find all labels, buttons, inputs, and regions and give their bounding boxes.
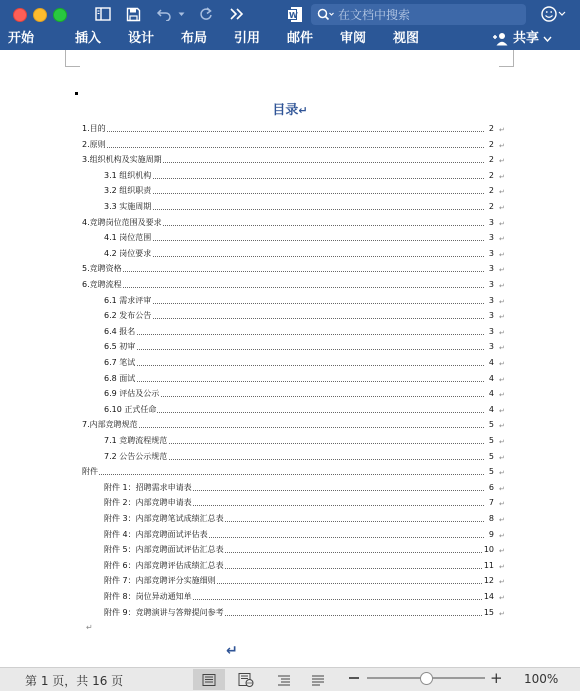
toc-leader-dots <box>82 271 484 272</box>
tab-view[interactable]: 视图 <box>393 31 420 46</box>
toc-leader-dots <box>104 318 484 319</box>
paragraph-mark: ↵ <box>499 141 505 150</box>
toc-leader-dots <box>104 240 484 241</box>
paragraph-mark: ↵ <box>499 282 505 290</box>
toc-entry[interactable] <box>0 357 580 373</box>
toc-leader-dots <box>104 303 484 304</box>
undo-dropdown-icon[interactable] <box>177 5 185 23</box>
toc-entry[interactable] <box>0 154 580 170</box>
paragraph-mark: ↵ <box>499 204 505 212</box>
toc-entry[interactable] <box>0 591 580 607</box>
tab-layout[interactable]: 布局 <box>181 31 208 46</box>
web-layout-icon <box>238 673 254 687</box>
toc-entry[interactable] <box>0 466 580 482</box>
toc-entry-label: 5.竞聘资格 <box>82 264 122 274</box>
paragraph-mark: ↵ <box>499 157 505 166</box>
toc-entry-label: 附件 8：岗位异动通知单 <box>104 592 192 601</box>
sidebar-toggle-icon[interactable] <box>94 5 112 23</box>
toc-entry-page: 5 <box>488 467 494 477</box>
web-layout-view-button[interactable] <box>236 671 256 688</box>
toc-entry-page: 4 <box>488 404 494 414</box>
paragraph-mark: ↵ <box>499 344 505 353</box>
status-bar <box>0 667 580 691</box>
toc-entry-label: 2.原则 <box>82 139 106 149</box>
redo-icon[interactable] <box>197 5 215 23</box>
toc-entry-label: 6.7 笔试 <box>104 358 136 367</box>
toc-entry-page: 2 <box>488 186 494 196</box>
toc-entry[interactable] <box>0 248 580 264</box>
toc-entry-label: 6.1 需求评审 <box>104 295 152 305</box>
toc-entry[interactable] <box>0 529 580 545</box>
paragraph-mark: ↵ <box>499 562 505 571</box>
toc-entry-label: 3.1 组织机构 <box>104 170 152 180</box>
toc-entry-label: 7.内部竞聘规范 <box>82 420 138 430</box>
toc-entry-page: 7 <box>488 498 494 508</box>
zoom-window-button[interactable] <box>53 8 67 22</box>
toc-leader-dots <box>104 193 484 194</box>
zoom-in-button[interactable]: + <box>490 669 503 687</box>
paragraph-mark-bullet <box>75 92 78 95</box>
toc-leader-dots <box>104 349 484 350</box>
tab-mailings[interactable]: 邮件 <box>287 31 314 46</box>
zoom-slider[interactable] <box>367 677 485 679</box>
toc-leader-dots <box>104 209 484 210</box>
toc-entry-label: 3.3 实施周期 <box>104 202 152 211</box>
toc-entry-label: 6.5 初审 <box>104 342 136 352</box>
toc-entry-label: 附件 5：内部竞聘面试评估汇总表 <box>104 545 224 555</box>
outline-view-button[interactable] <box>274 671 294 688</box>
toc-entry-page: 2 <box>488 124 494 133</box>
toc-entry[interactable] <box>0 607 580 623</box>
paragraph-mark: ↵ <box>499 594 505 602</box>
toc-leader-dots <box>82 287 484 288</box>
search-icon <box>317 8 334 21</box>
more-commands-icon[interactable] <box>228 5 246 23</box>
toc-title: 目录↵ <box>272 103 308 118</box>
toc-entry[interactable] <box>0 170 580 186</box>
paragraph-mark: ↵ <box>499 406 505 415</box>
toc-entry[interactable] <box>0 435 580 451</box>
share-label: 共享 <box>513 31 540 46</box>
paragraph-mark: ↵ <box>499 375 505 384</box>
chevron-down-icon <box>543 36 552 42</box>
toc-entry-label: 附件 4：内部竞聘面试评估表 <box>104 529 208 539</box>
toc-entry-page: 3 <box>488 342 494 352</box>
toc-entry[interactable] <box>0 497 580 513</box>
toc-entry[interactable] <box>0 341 580 357</box>
paragraph-mark: ↵ <box>499 609 505 618</box>
print-layout-icon <box>202 674 216 686</box>
toc-entry-label: 附件 7：内部竞聘评分实施细则 <box>104 576 216 586</box>
paragraph-mark: ↵ <box>499 469 505 478</box>
toc-leader-dots <box>82 147 484 148</box>
title-bar <box>0 0 580 29</box>
document-page[interactable] <box>0 50 580 667</box>
paragraph-mark: ↵ <box>499 500 505 509</box>
toc-entry[interactable] <box>0 123 580 139</box>
toc-entry[interactable] <box>0 185 580 201</box>
toc-entry-page: 5 <box>488 420 494 430</box>
toc-entry[interactable] <box>0 263 580 279</box>
search-input[interactable] <box>311 4 526 25</box>
toc-entry[interactable] <box>0 201 580 217</box>
paragraph-mark: ↵ <box>499 328 505 337</box>
paragraph-mark: ↵ <box>499 391 505 400</box>
toc-entry-page: 3 <box>488 280 494 289</box>
toc-entry-label: 6.2 发布公告 <box>104 311 152 321</box>
toc-entry-label: 附件 2：内部竞聘申请表 <box>104 498 192 508</box>
toc-entry-label: 4.2 岗位要求 <box>104 248 152 258</box>
add-person-icon <box>492 32 510 46</box>
toc-entry-page: 8 <box>488 514 494 523</box>
toc-entry-label: 附件 6：内部竞聘评估成绩汇总表 <box>104 560 224 570</box>
toc-entry[interactable] <box>0 373 580 389</box>
toc-entry[interactable] <box>0 139 580 155</box>
toc-entry-label: 1.目的 <box>82 124 106 133</box>
paragraph-mark: ↵ <box>499 126 505 134</box>
toc-entry-page: 6 <box>488 482 494 492</box>
draft-view-button[interactable] <box>308 671 328 688</box>
toc-entry[interactable] <box>0 482 580 498</box>
toc-entry-page: 9 <box>488 529 494 539</box>
feedback-smiley-icon[interactable] <box>540 5 568 23</box>
toc-entry[interactable] <box>0 419 580 435</box>
toc-entry-label: 附件 1：招聘需求申请表 <box>104 482 192 492</box>
close-window-button[interactable] <box>13 8 27 22</box>
toc-entry-page: 3 <box>488 326 494 336</box>
toc-entry[interactable] <box>0 575 580 591</box>
margin-corner-mark <box>499 50 514 67</box>
undo-icon[interactable] <box>154 5 174 23</box>
toc-entry-label: 6.9 评估及公示 <box>104 389 160 399</box>
toc-entry-label: 4.1 岗位范围 <box>104 233 152 243</box>
toc-entry[interactable] <box>0 279 580 295</box>
toc-entry-page: 2 <box>488 139 494 149</box>
page-count[interactable]: 第 1 页，共 16 页 <box>25 674 124 688</box>
toc-entry-page: 4 <box>488 358 494 367</box>
save-icon[interactable] <box>124 5 142 23</box>
toc-entry-label: 6.竞聘流程 <box>82 280 122 289</box>
toc-entry-page: 3 <box>488 264 494 274</box>
toc-entry-label: 附件 3：内部竞聘笔试成绩汇总表 <box>104 514 224 523</box>
toc-entry-page: 5 <box>488 451 494 461</box>
toc-entry-page: 11 <box>483 560 494 570</box>
paragraph-mark: ↵ <box>499 547 505 556</box>
zoom-level[interactable]: 100% <box>524 672 559 686</box>
toc-entry-page: 3 <box>488 233 494 243</box>
toc-entry-label: 7.1 竞聘流程规范 <box>104 436 168 445</box>
toc-entry[interactable] <box>0 310 580 326</box>
paragraph-mark: ↵ <box>298 104 308 117</box>
toc-entry-page: 2 <box>488 170 494 180</box>
paragraph-mark: ↵ <box>499 360 505 368</box>
toc-leader-dots <box>104 334 484 335</box>
paragraph-mark: ↵ <box>499 235 505 244</box>
toc-entry-page: 3 <box>488 295 494 305</box>
toc-leader-dots <box>104 396 484 397</box>
tab-design[interactable]: 设计 <box>128 31 155 46</box>
paragraph-mark: ↵ <box>499 313 505 322</box>
toc-entry-page: 3 <box>488 217 494 227</box>
toc-entry[interactable] <box>0 232 580 248</box>
toc-entry[interactable] <box>0 560 580 576</box>
toc-leader-dots <box>104 365 484 366</box>
minimize-window-button[interactable] <box>33 8 47 22</box>
paragraph-mark: ↵ <box>499 531 505 540</box>
toc-entry[interactable] <box>0 295 580 311</box>
tab-insert[interactable]: 插入 <box>75 31 102 46</box>
svg-text:W: W <box>289 10 298 20</box>
zoom-out-button[interactable] <box>349 677 359 679</box>
share-button[interactable] <box>492 30 552 48</box>
toc-entry-page: 3 <box>488 311 494 321</box>
tab-home[interactable]: 开始 <box>8 31 35 46</box>
toc-entry-page: 15 <box>483 607 494 617</box>
paragraph-mark: ↵ <box>499 578 505 587</box>
toc-entry-label: 3.2 组织职责 <box>104 186 152 196</box>
paragraph-mark: ↵ <box>499 188 505 197</box>
toc-leader-dots <box>104 178 484 179</box>
margin-corner-mark <box>65 50 80 67</box>
toc-entry-page: 5 <box>488 436 494 445</box>
toc-entry[interactable] <box>0 404 580 420</box>
paragraph-mark: ↵ <box>499 219 505 228</box>
toc-entry-label: 7.2 公告公示规范 <box>104 451 168 461</box>
search-placeholder: 在文档中搜索 <box>338 8 411 22</box>
toc-entry[interactable] <box>0 544 580 560</box>
toc-entry-label: 6.10 正式任命 <box>104 404 157 414</box>
word-document-icon <box>286 5 304 23</box>
toc-entry[interactable] <box>0 326 580 342</box>
toc-entry-page: 3 <box>488 248 494 258</box>
toc-entry-label: 6.8 面试 <box>104 373 136 383</box>
toc-entry-page: 14 <box>483 592 494 601</box>
ribbon-tab-bar <box>0 29 580 50</box>
toc-leader-dots <box>82 427 484 428</box>
toc-entry-page: 4 <box>488 389 494 399</box>
paragraph-mark: ↵ <box>499 484 505 493</box>
paragraph-mark: ↵ <box>499 266 505 275</box>
toc-leader-dots <box>104 381 484 382</box>
toc-entry-page: 12 <box>483 576 494 586</box>
paragraph-mark: ↵ <box>499 172 505 181</box>
paragraph-mark: ↵ <box>86 623 93 632</box>
toc-leader-dots <box>104 412 484 413</box>
toc-entry-page: 2 <box>488 202 494 211</box>
toc-leader-dots <box>104 256 484 257</box>
zoom-slider-thumb[interactable] <box>420 672 433 685</box>
toc-leader-dots <box>82 131 484 132</box>
toc-entry-page: 4 <box>488 373 494 383</box>
toc-entry-label: 3.组织机构及实施周期 <box>82 155 162 165</box>
toc-entry-label: 6.4 报名 <box>104 326 136 336</box>
tab-review[interactable]: 审阅 <box>340 31 367 46</box>
toc-entry-page: 10 <box>483 545 494 555</box>
draft-icon <box>311 674 325 686</box>
toc-entry-page: 2 <box>488 155 494 165</box>
toc-entry-label: 附件 <box>82 467 98 477</box>
paragraph-mark: ↵ <box>499 438 505 446</box>
paragraph-mark: ↵ <box>499 422 505 431</box>
paragraph-mark: ↵ <box>499 297 505 306</box>
paragraph-mark: ↵ <box>499 516 505 524</box>
toc-leader-dots <box>82 474 484 475</box>
toc-entry[interactable] <box>0 388 580 404</box>
print-layout-view-button[interactable] <box>193 669 225 690</box>
toc-entry[interactable] <box>0 451 580 467</box>
toc-entry[interactable] <box>0 217 580 233</box>
toc-entry[interactable] <box>0 513 580 529</box>
toc-entry-label: 4.竞聘岗位范围及要求 <box>82 217 162 227</box>
tab-references[interactable]: 引用 <box>234 31 261 46</box>
paragraph-mark: ↵ <box>226 643 238 659</box>
paragraph-mark: ↵ <box>499 453 505 462</box>
outline-icon <box>277 674 291 686</box>
paragraph-mark: ↵ <box>499 250 505 259</box>
toc-entry-label: 附件 9：竞聘演讲与答辩提问参考 <box>104 607 224 617</box>
